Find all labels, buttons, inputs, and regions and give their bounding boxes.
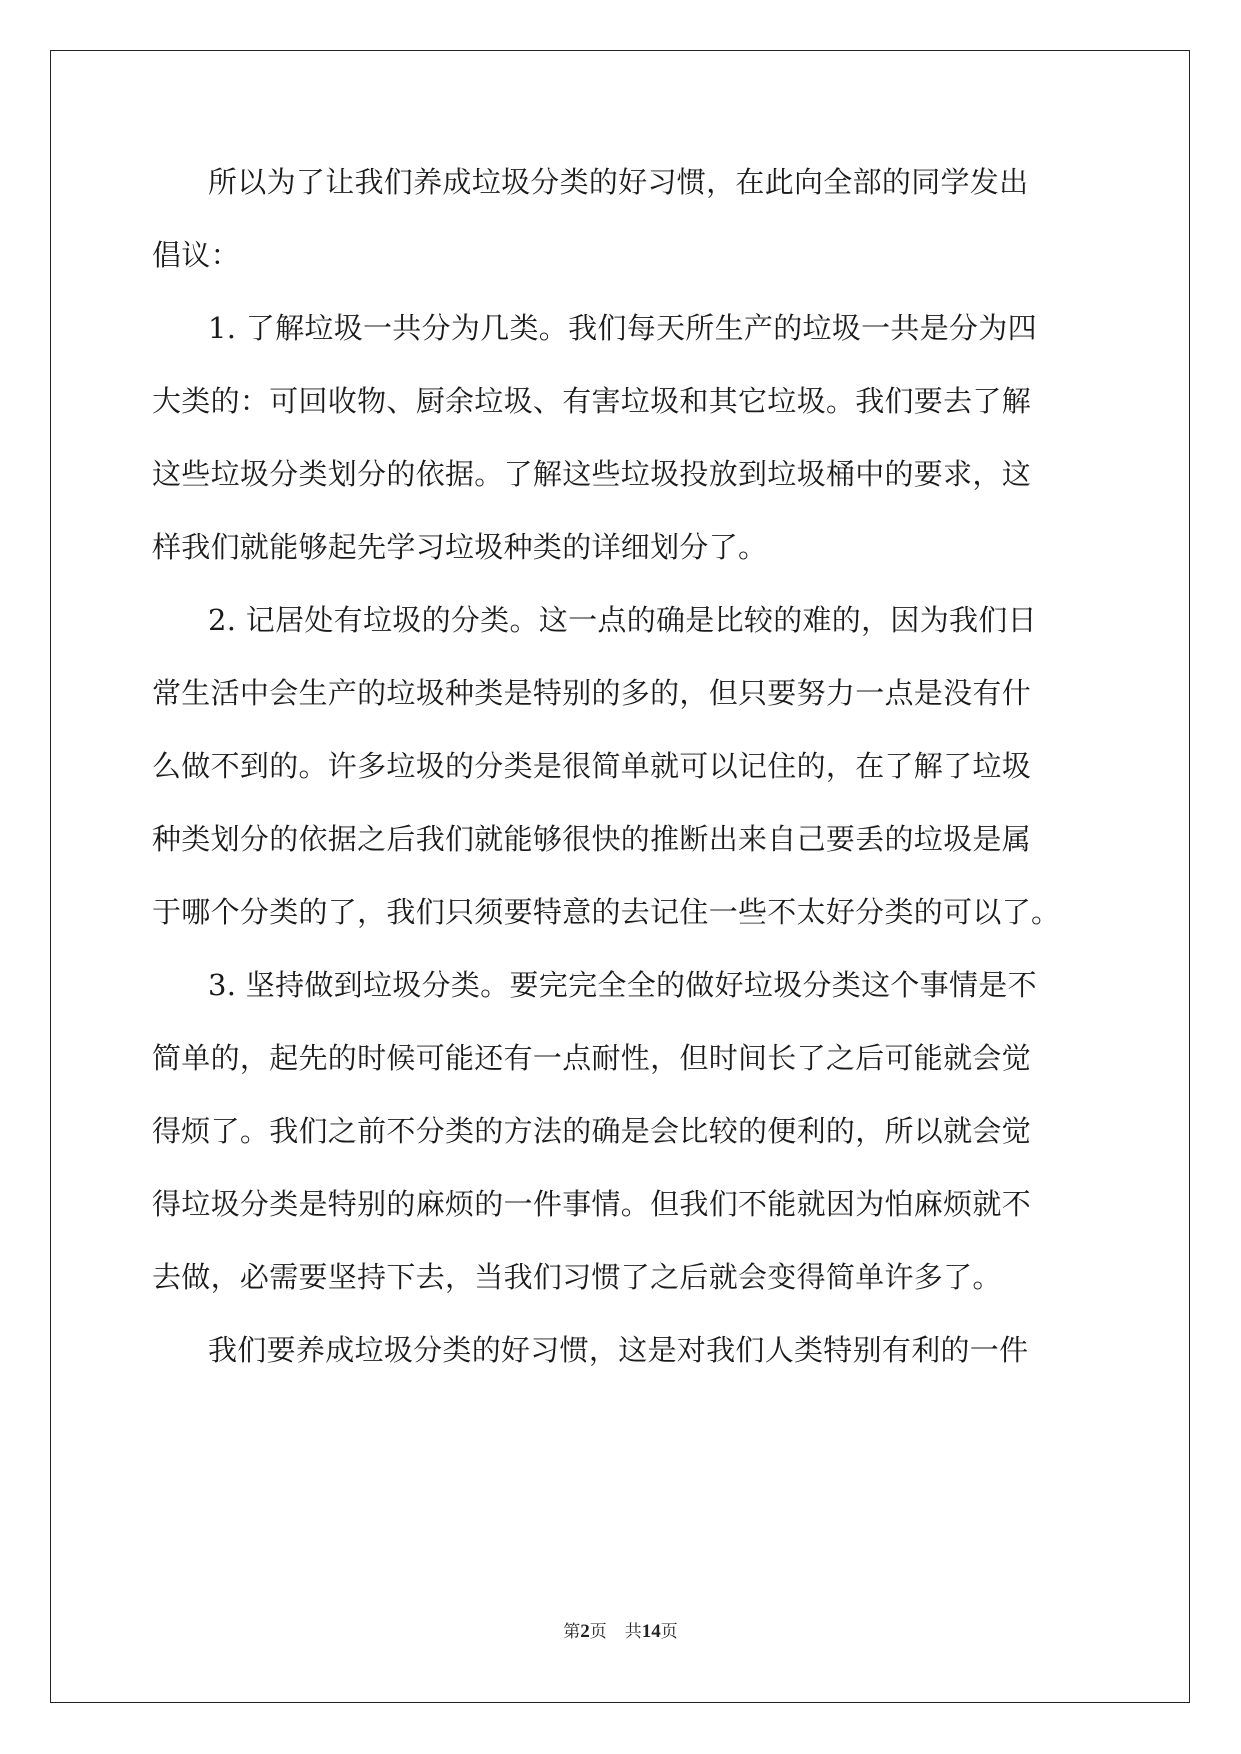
paragraph-line: 我们要养成垃圾分类的好习惯，这是对我们人类特别有利的一件 xyxy=(208,1333,1029,1367)
paragraph-line: 种类划分的依据之后我们就能够很快的推断出来自己要丢的垃圾是属 xyxy=(152,822,1032,856)
paragraph-line: 这些垃圾分类划分的依据。了解这些垃圾投放到垃圾桶中的要求，这 xyxy=(152,457,1032,491)
paragraph-line: 简单的，起先的时候可能还有一点耐性，但时间长了之后可能就会觉 xyxy=(152,1041,1032,1075)
paragraph-line: 样我们就能够起先学习垃圾种类的详细划分了。 xyxy=(152,530,768,564)
paragraph-line: 于哪个分类的了，我们只须要特意的去记住一些不太好分类的可以了。 xyxy=(152,895,1061,929)
paragraph-line: 3. 坚持做到垃圾分类。要完完全全的做好垃圾分类这个事情是不 xyxy=(208,968,1037,1002)
paragraph-line: 去做，必需要坚持下去，当我们习惯了之后就会变得简单许多了。 xyxy=(152,1260,1002,1294)
total-prefix: 共 xyxy=(624,1622,642,1642)
page-prefix: 第 xyxy=(563,1622,581,1642)
paragraph-line: 常生活中会生产的垃圾种类是特别的多的，但只要努力一点是没有什 xyxy=(152,676,1032,710)
total-suffix: 页 xyxy=(660,1622,678,1642)
page-footer xyxy=(0,1620,1241,1644)
page-border xyxy=(50,50,1190,1703)
paragraph-line: 1. 了解垃圾一共分为几类。我们每天所生产的垃圾一共是分为四 xyxy=(208,311,1037,345)
page-suffix: 页 xyxy=(589,1622,607,1642)
paragraph-line: 得烦了。我们之前不分类的方法的确是会比较的便利的，所以就会觉 xyxy=(152,1114,1032,1148)
paragraph-line: 倡议： xyxy=(152,238,240,272)
paragraph-line: 么做不到的。许多垃圾的分类是很简单就可以记住的，在了解了垃圾 xyxy=(152,749,1032,783)
paragraph-line: 得垃圾分类是特别的麻烦的一件事情。但我们不能就因为怕麻烦就不 xyxy=(152,1187,1032,1221)
page-number: 2 xyxy=(580,1621,590,1642)
paragraph-line: 所以为了让我们养成垃圾分类的好习惯，在此向全部的同学发出 xyxy=(208,165,1029,199)
paragraph-line: 大类的：可回收物、厨余垃圾、有害垃圾和其它垃圾。我们要去了解 xyxy=(152,384,1032,418)
total-pages: 14 xyxy=(641,1621,661,1642)
paragraph-line: 2. 记居处有垃圾的分类。这一点的确是比较的难的，因为我们日 xyxy=(208,603,1037,637)
